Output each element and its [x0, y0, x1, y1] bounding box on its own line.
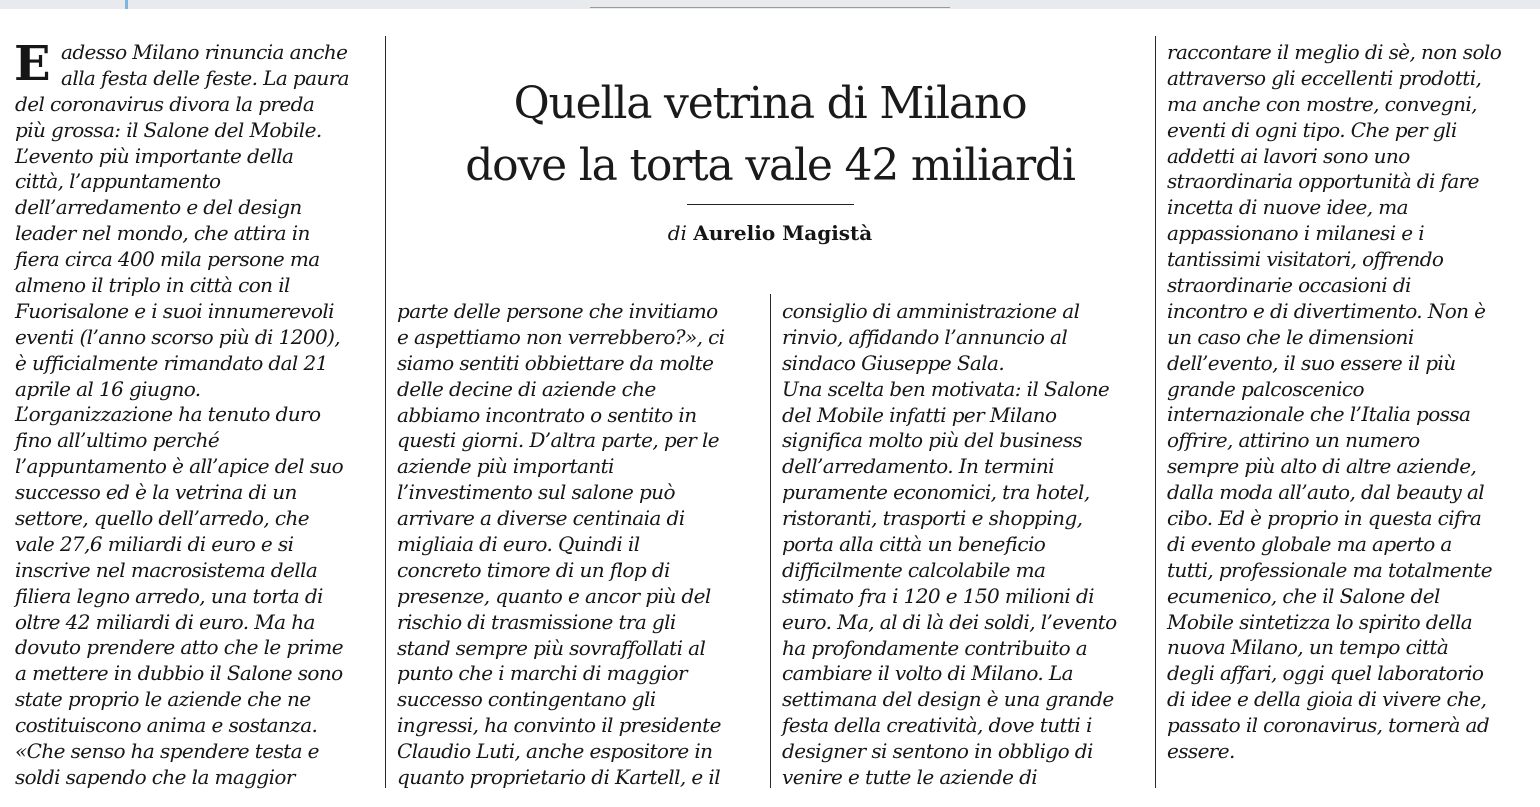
text-line: questi giorni. D’altra parte, per le — [397, 428, 720, 453]
text-line: quanto proprietario di Kartell, e il — [397, 765, 720, 790]
text-line: leader nel mondo, che attira in — [15, 221, 310, 246]
text-line: difficilmente calcolabile ma — [782, 557, 1046, 582]
headline-line-1: Quella vetrina di Milano — [513, 78, 1027, 130]
byline-author: Aurelio Magistà — [693, 221, 873, 245]
text-line: designer si sentono in obbligo di — [782, 739, 1093, 764]
text-line: filiera legno arredo, una torta di — [15, 583, 323, 608]
text-line: festa della creatività, dove tutti i — [782, 713, 1092, 738]
text-line: oltre 42 miliardi di euro. Ma ha — [15, 609, 315, 634]
text-line: concreto timore di un flop di — [397, 557, 670, 582]
text-line: internazionale che l’Italia possa — [1167, 402, 1471, 427]
text-line: passato il coronavirus, tornerà ad — [1167, 713, 1490, 738]
text-line: adesso Milano rinuncia anche — [61, 40, 348, 64]
text-line: Una scelta ben motivata: il Salone — [782, 376, 1110, 401]
text-line: vale 27,6 miliardi di euro e si — [15, 531, 294, 556]
top-rule — [590, 7, 950, 8]
article-column-1 — [14, 36, 377, 791]
text-line: rischio di trasmissione tra gli — [397, 609, 676, 634]
text-line: abbiamo incontrato o sentito in — [397, 402, 697, 427]
text-line: euro. Ma, al di là dei soldi, l’evento — [782, 609, 1117, 634]
text-line: arrivare a diverse centinaia di — [397, 506, 685, 531]
text-line: Mobile sintetizza lo spirito della — [1167, 609, 1473, 634]
text-line: tantissimi visitatori, offrendo — [1167, 247, 1444, 272]
text-line: incontro e di divertimento. Non è — [1167, 298, 1486, 323]
text-line: attraverso gli eccellenti prodotti, — [1167, 65, 1482, 90]
text-line: ristoranti, trasporti e shopping, — [782, 506, 1083, 531]
text-line: L’organizzazione ha tenuto duro — [15, 402, 321, 427]
text-line: rinvio, affidando l’annuncio al — [782, 324, 1068, 349]
drop-cap: E — [14, 36, 50, 92]
text-line: presenze, quanto e ancor più del — [397, 583, 711, 608]
text-line: essere. — [1167, 739, 1235, 764]
text-line: più grossa: il Salone del Mobile. — [15, 117, 322, 142]
text-line: costituiscono anima e sostanza. — [15, 713, 318, 738]
text-line: parte delle persone che invitiamo — [397, 299, 718, 323]
text-line: dovuto prendere atto che le prime — [15, 635, 343, 660]
text-line: nuova Milano, un tempo città — [1167, 635, 1449, 660]
text-line: del Mobile infatti per Milano — [782, 402, 1057, 427]
text-line: degli affari, oggi quel laboratorio — [1167, 661, 1484, 686]
text-line: settore, quello dell’arredo, che — [15, 506, 309, 531]
text-line: soldi sapendo che la maggior — [15, 764, 295, 789]
text-line: incetta di nuove idee, ma — [1167, 195, 1408, 220]
text-line: ma anche con mostre, convegni, — [1167, 91, 1477, 116]
headline-line-2: dove la torta vale 42 miliardi — [465, 140, 1075, 192]
text-line: cambiare il volto di Milano. La — [782, 661, 1073, 686]
text-line: Fuorisalone e i suoi innumerevoli — [15, 298, 334, 323]
text-line: successo ed è la vetrina di un — [15, 480, 297, 505]
text-line: eventi (l’anno scorso più di 1200), — [15, 324, 341, 349]
text-line: Claudio Luti, anche espositore in — [397, 739, 713, 764]
headline — [440, 73, 1100, 197]
text-line: sempre più alto di altre aziende, — [1167, 454, 1477, 479]
text-line: addetti ai lavori sono uno — [1167, 143, 1410, 168]
text-line: raccontare il meglio di sè, non solo — [1167, 40, 1502, 64]
text-line: L’evento più importante della — [15, 143, 294, 168]
text-line: puramente economici, tra hotel, — [782, 480, 1090, 505]
article-column-4 — [1167, 40, 1532, 765]
text-line: straordinarie occasioni di — [1167, 273, 1411, 298]
text-line: ingressi, ha convinto il presidente — [397, 713, 721, 738]
column-rule — [1155, 36, 1156, 788]
text-line: migliaia di euro. Quindi il — [397, 532, 640, 557]
text-line: ecumenico, che il Salone del — [1167, 583, 1440, 608]
byline — [600, 219, 940, 247]
text-line: dell’arredamento e del design — [15, 195, 302, 220]
text-line: punto che i marchi di maggior — [397, 661, 687, 686]
column-rule — [385, 36, 386, 788]
text-line: l’investimento sul salone può — [397, 480, 675, 505]
byline-rule — [687, 204, 854, 205]
text-line: significa molto più del business — [782, 428, 1083, 453]
text-line: e aspettiamo non verrebbero?», ci — [397, 324, 725, 349]
text-line: grande palcoscenico — [1167, 376, 1364, 401]
text-line: inscrive nel macrosistema della — [15, 557, 318, 582]
text-line: successo contingentano gli — [397, 687, 656, 712]
text-line: appassionano i milanesi e i — [1167, 221, 1425, 246]
text-line: tutti, professionale ma totalmente — [1167, 557, 1492, 582]
text-line: eventi di ogni tipo. Che per gli — [1167, 117, 1457, 142]
text-line: consiglio di amministrazione al — [782, 299, 1080, 323]
text-line: dell’evento, il suo essere il più — [1167, 350, 1456, 375]
text-line: l’appuntamento è all’apice del suo — [15, 454, 344, 479]
text-line: di idee e della gioia di vivere che, — [1167, 687, 1487, 712]
text-line: alla festa delle feste. La paura — [61, 65, 349, 90]
text-line: a mettere in dubbio il Salone sono — [15, 661, 343, 686]
text-line: fiera circa 400 mila persone ma — [15, 247, 320, 272]
text-line: cibo. Ed è proprio in questa cifra — [1167, 506, 1482, 531]
article-column-3 — [782, 299, 1144, 791]
text-line: un caso che le dimensioni — [1167, 324, 1414, 349]
article-column-2 — [397, 299, 757, 791]
text-line: porta alla città un beneficio — [782, 532, 1046, 557]
text-line: aprile al 16 giugno. — [15, 376, 201, 401]
text-line: «Che senso ha spendere testa e — [15, 739, 319, 764]
text-line: delle decine di aziende che — [397, 376, 656, 401]
text-line: state proprio le aziende che ne — [15, 687, 311, 712]
text-line: è ufficialmente rimandato dal 21 — [15, 350, 328, 375]
text-line: straordinaria opportunità di fare — [1167, 169, 1479, 194]
text-line: ha profondamente contribuito a — [782, 635, 1088, 660]
text-line: almeno il triplo in città con il — [15, 273, 290, 298]
byline-prefix: di — [667, 221, 687, 245]
text-line: siamo sentiti obbiettare da molte — [397, 350, 714, 375]
text-line: sindaco Giuseppe Sala. — [782, 350, 1005, 375]
top-accent-mark — [125, 0, 128, 9]
text-line: del coronavirus divora la preda — [15, 91, 315, 116]
text-line: venire e tutte le aziende di — [782, 765, 1038, 790]
text-line: aziende più importanti — [397, 454, 614, 479]
text-line: stimato fra i 120 e 150 milioni di — [782, 583, 1094, 608]
text-line: di evento globale ma aperto a — [1167, 531, 1452, 556]
text-line: dell’arredamento. In termini — [782, 454, 1054, 479]
text-line: offrire, attirino un numero — [1167, 428, 1420, 453]
column-rule — [770, 294, 771, 788]
text-line: città, l’appuntamento — [15, 169, 221, 194]
text-line: fino all’ultimo perché — [15, 428, 220, 453]
text-line: stand sempre più sovraffollati al — [397, 635, 706, 660]
text-line: dalla moda all’auto, dal beauty al — [1167, 480, 1485, 505]
text-line: settimana del design è una grande — [782, 687, 1114, 712]
